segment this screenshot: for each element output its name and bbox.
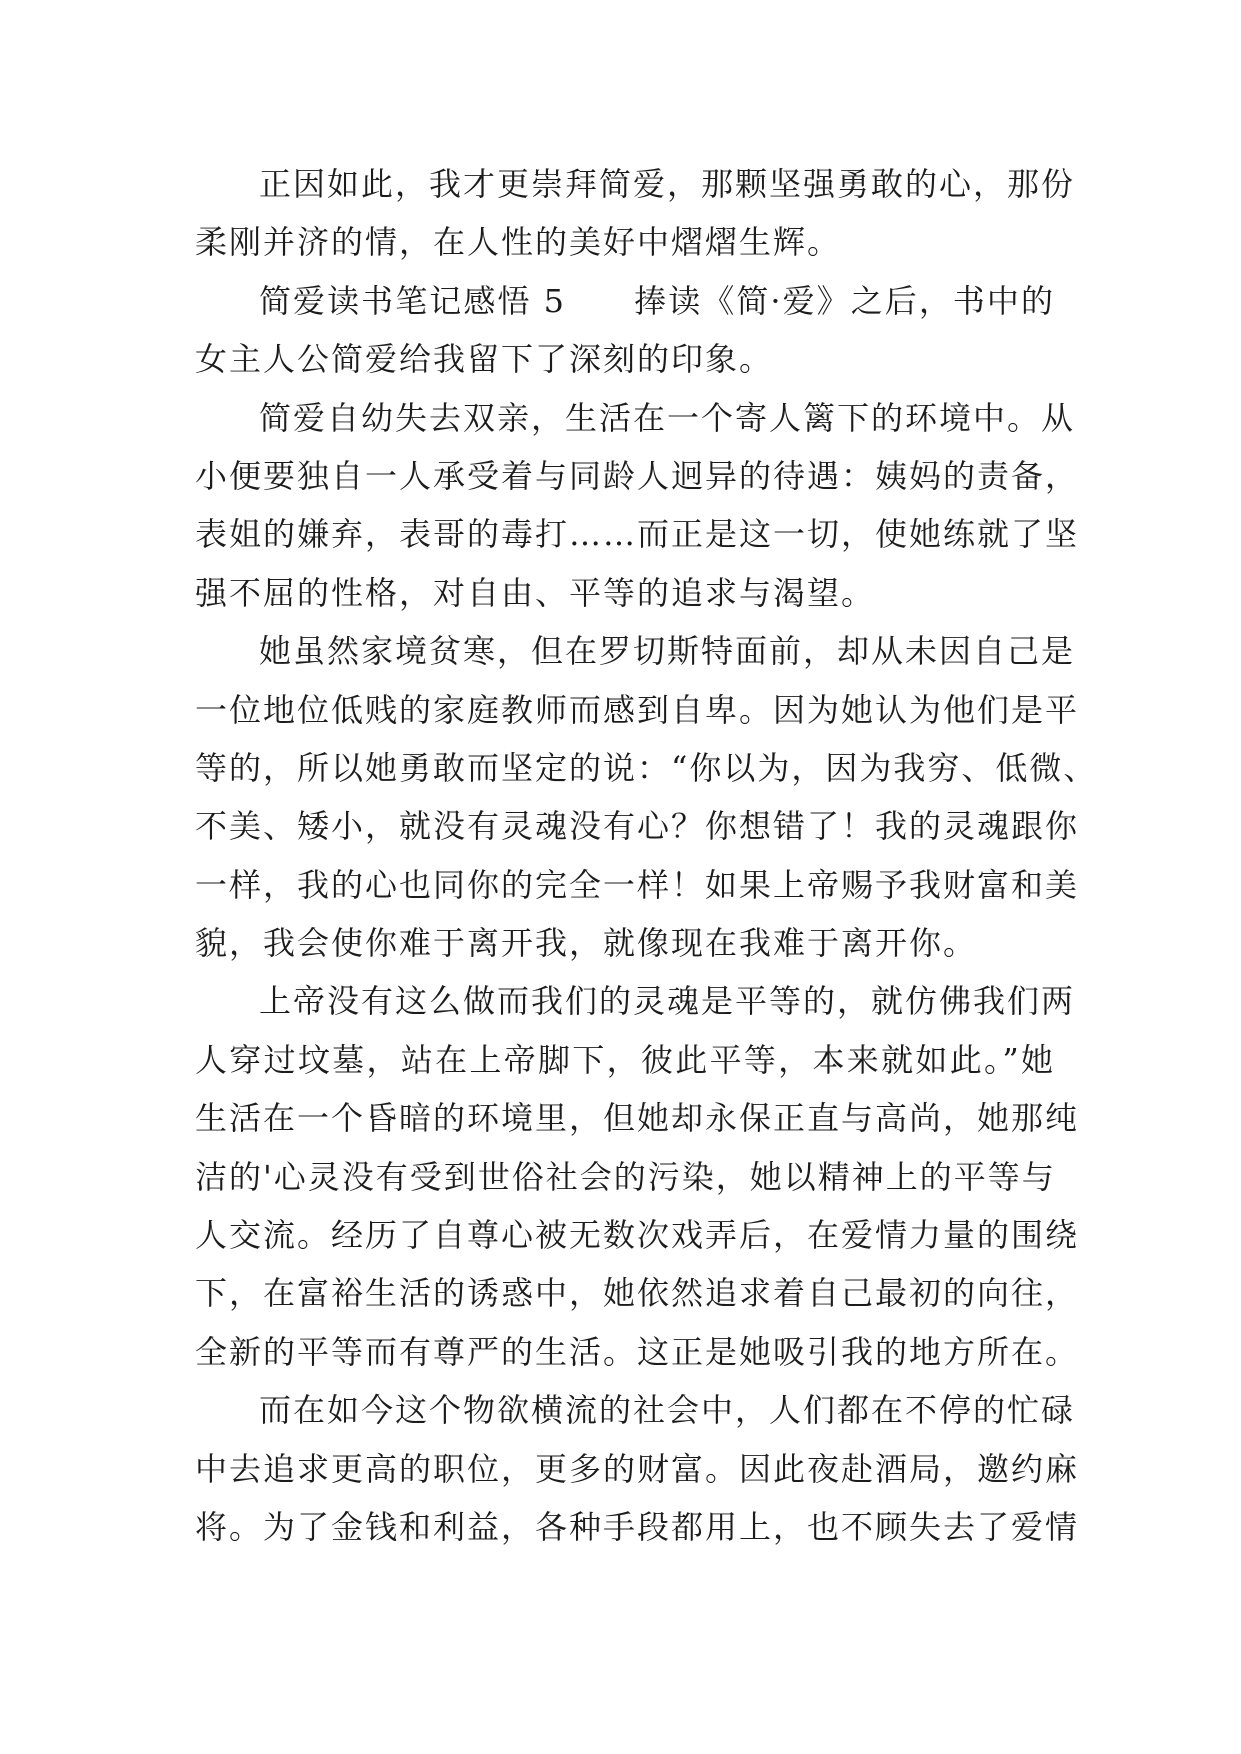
text-line: 人穿过坟墓，站在上帝脚下，彼此平等，本来就如此。”她	[195, 1040, 1055, 1079]
text-line: 简爱读书笔记感悟 5 捧读《简·爱》之后，书中的	[259, 281, 1055, 320]
text-line: 等的，所以她勇敢而坚定的说：“你以为，因为我穷、低微、	[195, 748, 1098, 787]
text-line: 洁的'心灵没有受到世俗社会的污染，她以精神上的平等与	[195, 1157, 1056, 1196]
text-line: 小便要独自一人承受着与同龄人迥异的待遇：姨妈的责备，	[195, 456, 1080, 495]
text-line: 中去追求更高的职位，更多的财富。因此夜赴酒局，邀约麻	[195, 1449, 1080, 1488]
text-line: 上帝没有这么做而我们的灵魂是平等的，就仿佛我们两	[259, 982, 1076, 1021]
text-line: 不美、矮小，就没有灵魂没有心？你想错了！我的灵魂跟你	[195, 807, 1080, 846]
text-line: 女主人公简爱给我留下了深刻的印象。	[195, 340, 774, 379]
text-line: 一样，我的心也同你的完全一样！如果上帝赐予我财富和美	[195, 865, 1080, 904]
text-line: 强不屈的性格，对自由、平等的追求与渴望。	[195, 573, 876, 612]
text-line: 柔刚并济的情，在人性的美好中熠熠生辉。	[195, 223, 842, 262]
document-page	[195, 155, 1098, 1556]
text-line: 下，在富裕生活的诱惑中，她依然追求着自己最初的向往，	[195, 1274, 1080, 1313]
text-line: 她虽然家境贫寒，但在罗切斯特面前，却从未因自己是	[259, 632, 1076, 671]
text-line: 生活在一个昏暗的环境里，但她却永保正直与高尚，她那纯	[195, 1099, 1080, 1138]
text-line: 正因如此，我才更崇拜简爱，那颗坚强勇敢的心，那份	[259, 165, 1076, 203]
text-line: 一位地位低贱的家庭教师而感到自卑。因为她认为他们是平	[195, 690, 1080, 729]
text-line: 表姐的嫌弃，表哥的毒打……而正是这一切，使她练就了坚	[195, 515, 1080, 554]
text-line: 而在如今这个物欲横流的社会中，人们都在不停的忙碌	[259, 1391, 1076, 1430]
text-line: 全新的平等而有尊严的生活。这正是她吸引我的地方所在。	[195, 1332, 1080, 1371]
text-line: 将。为了金钱和利益，各种手段都用上，也不顾失去了爱情	[195, 1507, 1080, 1546]
text-line: 简爱自幼失去双亲，生活在一个寄人篱下的环境中。从	[259, 398, 1076, 437]
text-line: 貌，我会使你难于离开我，就像现在我难于离开你。	[195, 924, 978, 963]
text-line: 人交流。经历了自尊心被无数次戏弄后，在爱情力量的围绕	[195, 1216, 1080, 1255]
